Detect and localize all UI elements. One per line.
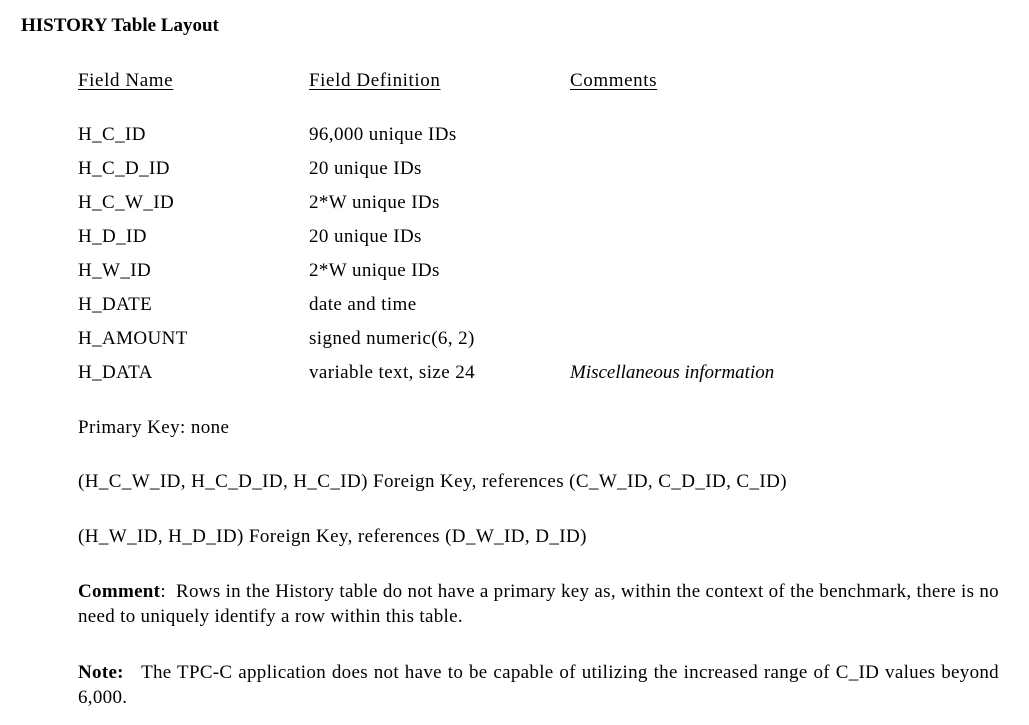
comment-label: Comment	[78, 581, 161, 602]
primary-key-text: Primary Key: none	[78, 417, 230, 438]
field-definition: date and time	[309, 294, 417, 315]
field-name: H_DATA	[78, 362, 153, 383]
field-definition: 2*W unique IDs	[309, 260, 440, 281]
field-definition: 96,000 unique IDs	[309, 124, 457, 145]
header-comments: Comments	[570, 70, 658, 91]
field-definition: 2*W unique IDs	[309, 192, 440, 213]
note-paragraph	[78, 660, 1005, 710]
field-name: H_C_W_ID	[78, 192, 175, 213]
field-definition: variable text, size 24	[309, 362, 476, 383]
header-field-name: Field Name	[78, 70, 174, 91]
foreign-key-text: (H_C_W_ID, H_C_D_ID, H_C_ID) Foreign Key, references (C_W_ID, C_D_ID, C_ID)	[78, 471, 787, 492]
field-comment: Miscellaneous information	[570, 362, 775, 383]
field-name: H_DATE	[78, 294, 153, 315]
note-label: Note:	[78, 662, 124, 683]
field-name: H_C_D_ID	[78, 158, 170, 179]
comment-text: : Rows in the History table do not have a primary key as, within the context of the benchmark, there is no need to uniquely identify a row within this table.	[78, 581, 1005, 627]
field-definition: 20 unique IDs	[309, 226, 422, 247]
field-name: H_AMOUNT	[78, 328, 188, 349]
foreign-key-text: (H_W_ID, H_D_ID) Foreign Key, references (D_W_ID, D_ID)	[78, 526, 587, 547]
comment-paragraph	[78, 579, 1005, 629]
field-name: H_D_ID	[78, 226, 147, 247]
field-name: H_C_ID	[78, 124, 146, 145]
field-name: H_W_ID	[78, 260, 152, 281]
field-definition: 20 unique IDs	[309, 158, 422, 179]
section-title: HISTORY Table Layout	[21, 15, 219, 36]
field-definition: signed numeric(6, 2)	[309, 328, 475, 349]
note-text: The TPC-C application does not have to be capable of utilizing the increased range of C_ID values beyond 6,000.	[78, 662, 1005, 708]
header-field-definition: Field Definition	[309, 70, 441, 91]
